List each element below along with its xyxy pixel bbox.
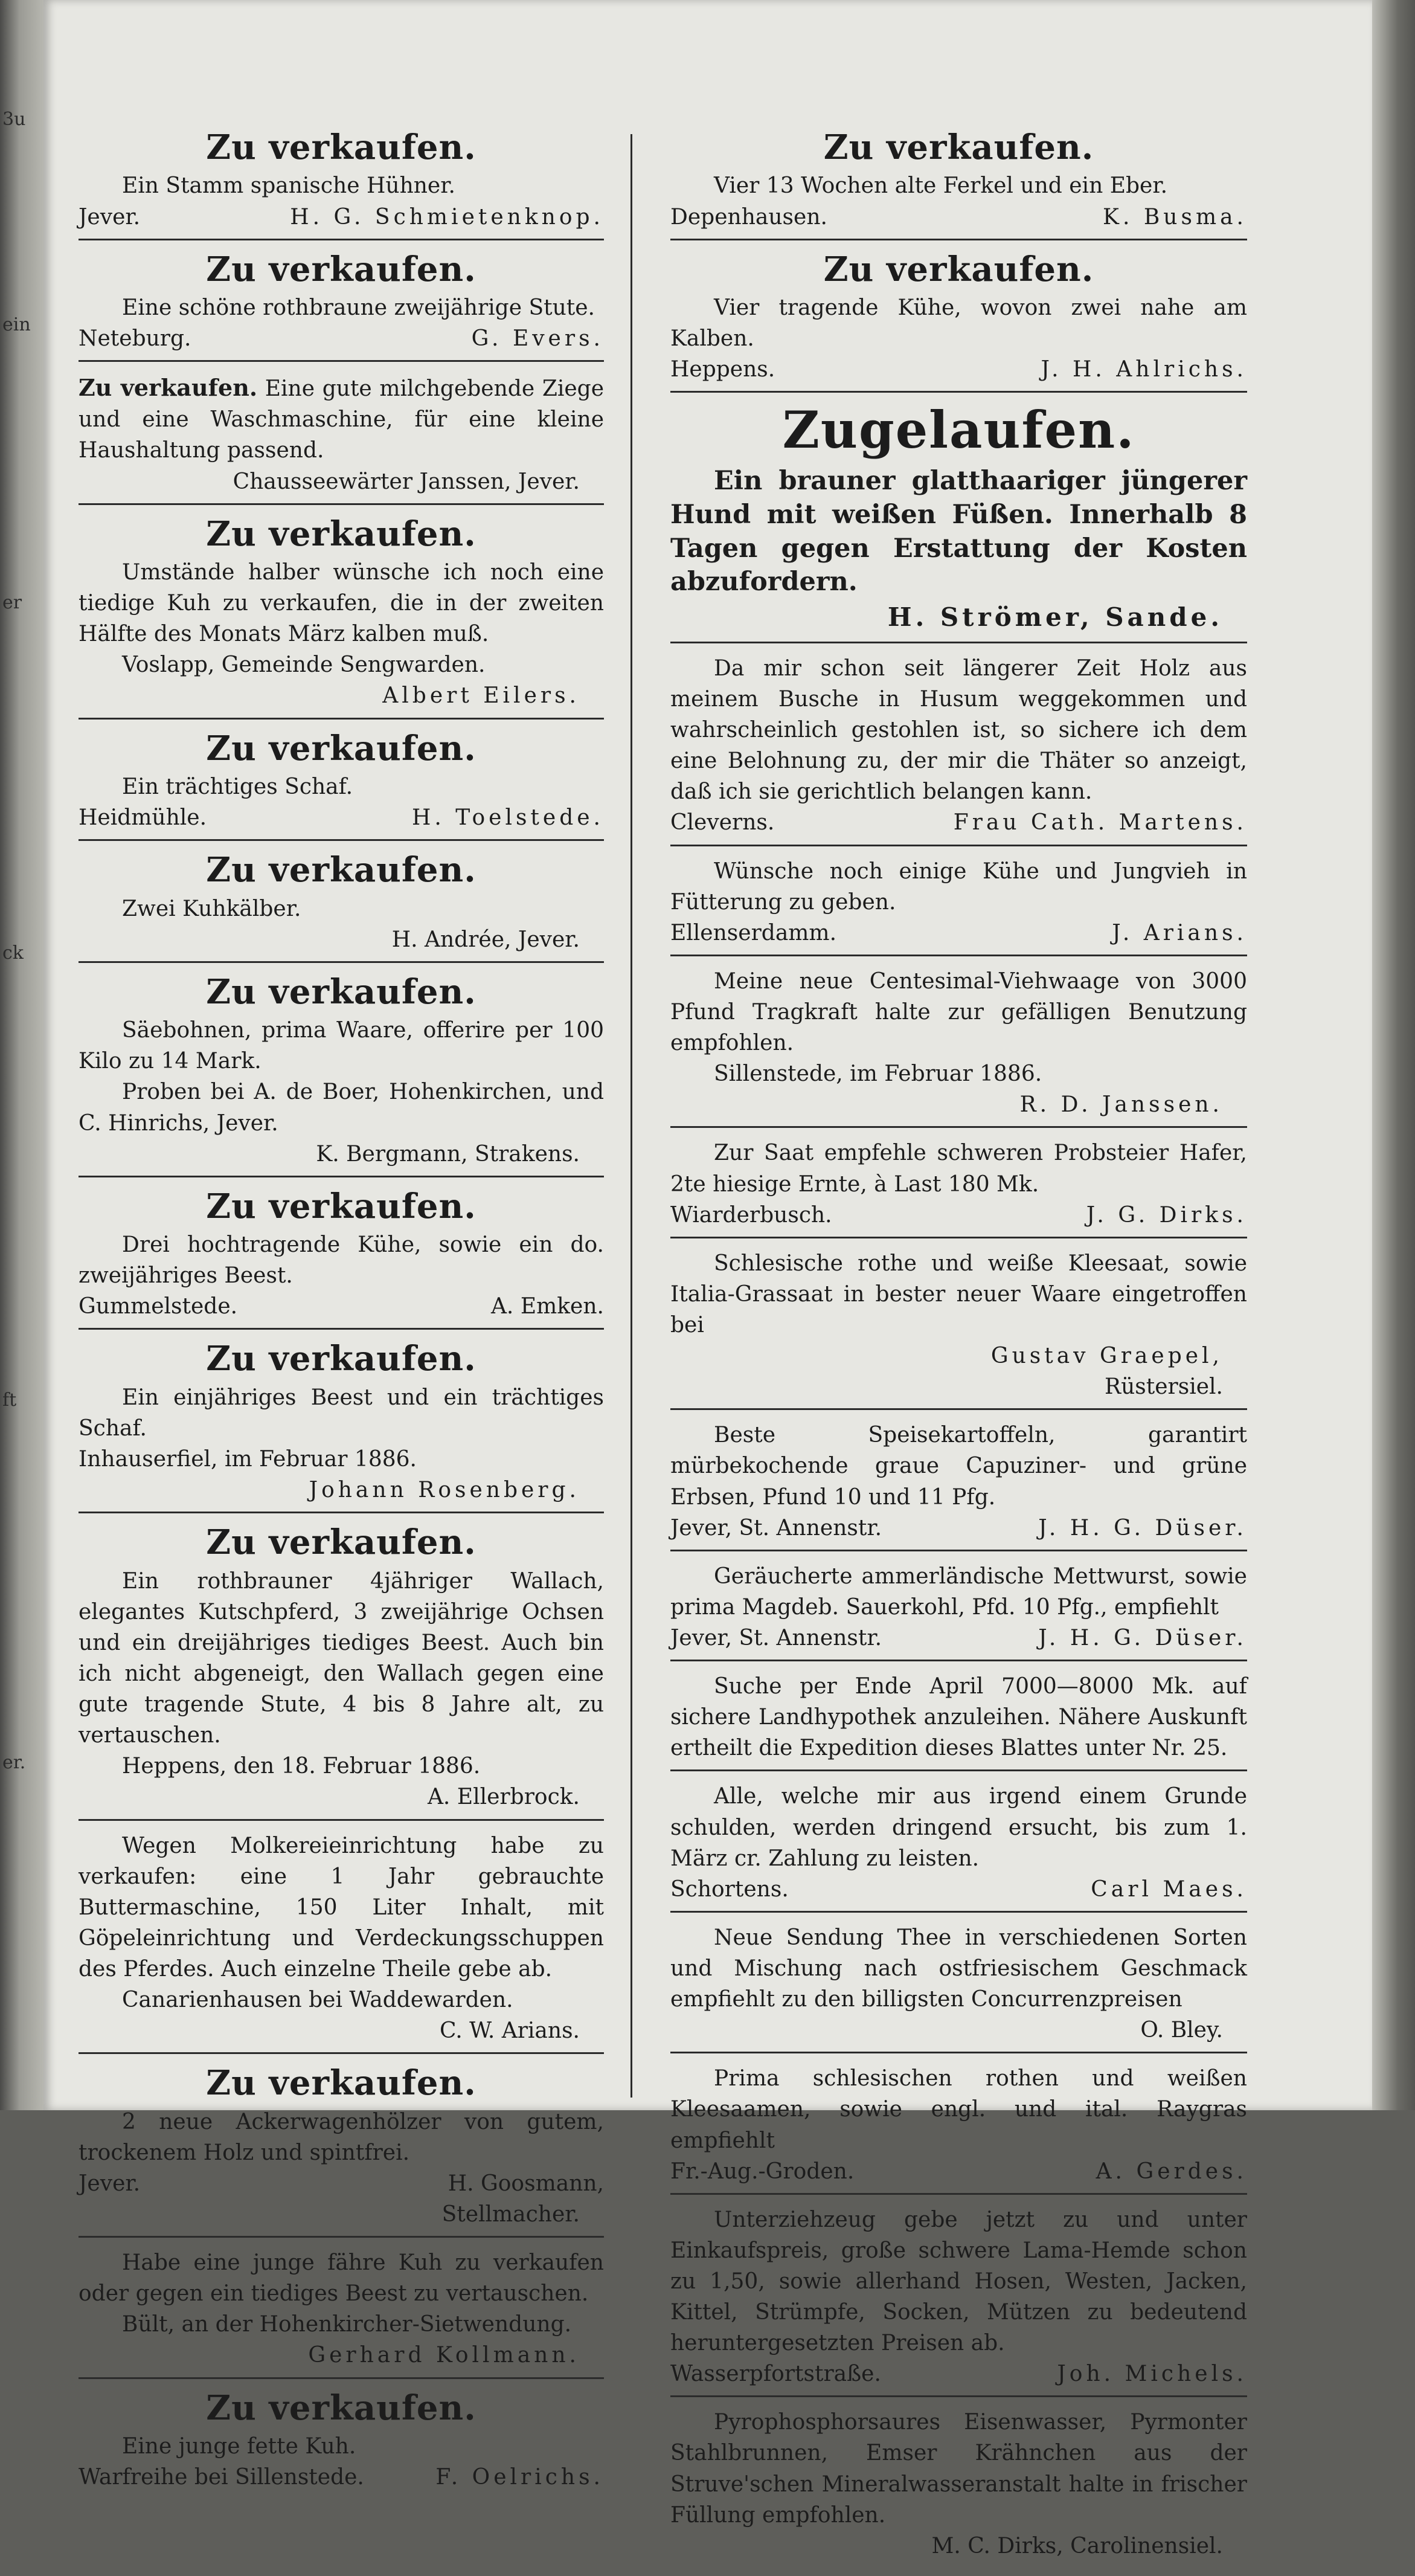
ad-heading: Zu verkaufen.: [206, 249, 476, 289]
ad-signer: Frau Cath. Martens.: [953, 810, 1247, 836]
ad-body: Ein einjähriges Beest und ein trächtiges Schaf.: [79, 1385, 604, 1441]
ad-signer: H. G. Schmietenknop.: [290, 204, 604, 230]
ad-body: Ein Stamm spanische Hühner.: [122, 173, 455, 199]
ad-heading: Zu verkaufen.: [823, 249, 1094, 289]
ad-signer: J. Arians.: [1112, 920, 1247, 945]
ad-body: 2 neue Ackerwagenhölzer von gutem, trockenem Holz und spintfrei.: [79, 2109, 604, 2165]
ad-signer: M. C. Dirks, Carolinensiel.: [931, 2533, 1223, 2558]
ad-signer: Chausseewärter Janssen, Jever.: [233, 469, 580, 494]
ad-right-9: [670, 1418, 1247, 1551]
ad-left-4: [79, 514, 604, 720]
ad-body: Habe eine junge fähre Kuh zu verkaufen oder gegen ein tiediges Beest zu vertauschen.: [79, 2250, 604, 2307]
ad-left-5: [79, 728, 604, 842]
ad-signer: K. Busma.: [1103, 204, 1247, 230]
ad-inline-heading: Zu verkaufen.: [79, 374, 258, 402]
ad-left-3: [79, 370, 604, 504]
ad-left-14: [79, 2388, 604, 2499]
ad-body: Alle, welche mir aus irgend einem Grunde schulden, werden dringend ersucht, bis zum 1. März cr. Zahlung zu leisten.: [670, 1784, 1247, 1871]
ad-place: Schortens.: [670, 1876, 789, 1902]
ad-signer: J. H. G. Düser.: [1038, 1625, 1247, 1650]
ad-place: Sillenstede, im Februar 1886.: [714, 1061, 1042, 1087]
ad-signer: F. Oelrichs.: [435, 2465, 604, 2490]
ad-right-4: [670, 652, 1247, 846]
ad-signer-place: Rüstersiel.: [1105, 1374, 1223, 1400]
ad-place: Heppens.: [670, 357, 775, 382]
ad-signer: J. H. Ahlrichs.: [1041, 357, 1247, 382]
ad-heading: Zu verkaufen.: [206, 1522, 476, 1563]
ad-body: Ein trächtiges Schaf.: [122, 774, 353, 799]
ad-heading: Zu verkaufen.: [206, 514, 476, 554]
ad-body: Wegen Molkereieinrichtung habe zu verkaufen: eine 1 Jahr gebrauchte Buttermaschine, 150 Liter Inhalt, mit Göpeleinrichtung und Verdeckungsschuppen des Pferdes. Auch einzelne Theile gebe ab.: [79, 1833, 604, 1982]
ad-place: Wiarderbusch.: [670, 1202, 832, 1228]
ad-signer: Joh. Michels.: [1057, 2362, 1247, 2387]
ad-right-1: [670, 127, 1247, 240]
ad-right-11: [670, 1670, 1247, 1771]
ad-heading: Zu verkaufen.: [823, 127, 1094, 167]
ad-signer: A. Gerdes.: [1096, 2159, 1247, 2184]
ad-signer: R. D. Janssen.: [1019, 1092, 1223, 1118]
ad-signer: H. Strömer, Sande.: [887, 602, 1223, 633]
ad-left-10: [79, 1522, 604, 1820]
ad-body: Prima schlesischen rothen und weißen Kleesaamen, sowie engl. und ital. Raygras empfiehlt: [670, 2066, 1247, 2153]
ad-left-6: [79, 849, 604, 963]
ad-signer: H. Andrée, Jever.: [391, 927, 580, 952]
ad-right-13: [670, 1921, 1247, 2053]
ad-body: Unterziehzeug gebe jetzt zu und unter Einkaufspreis, große schwere Lama-Hemde schon zu 1,50, sowie allerhand Hosen, Westen, Jacken, Kittel, Strümpfe, Socken, Mützen zu bedeutend heruntergesetzten Preisen ab.: [670, 2207, 1247, 2356]
ad-place: Warfreihe bei Sillenstede.: [79, 2465, 364, 2490]
ad-body: Ein brauner glatthaariger jüngerer Hund mit weißen Füßen. Innerhalb 8 Tagen gegen Erstattung der Kosten abzufordern.: [670, 465, 1247, 597]
ad-signer-title: Stellmacher.: [441, 2202, 580, 2227]
ad-place: Cleverns.: [670, 810, 775, 836]
ad-body: Drei hochtragende Kühe, sowie ein do. zweijähriges Beest.: [79, 1232, 604, 1289]
ad-left-9: [79, 1338, 604, 1513]
ad-heading-large: Zugelaufen.: [782, 400, 1135, 460]
ad-signer: K. Bergmann, Strakens.: [316, 1141, 580, 1167]
ad-right-6: [670, 965, 1247, 1129]
ad-body: Schlesische rothe und weiße Kleesaat, sowie Italia-Grassaat in bester neuer Waare eingetroffen bei: [670, 1251, 1247, 1338]
ad-place: Jever.: [79, 204, 141, 230]
ad-place: Neteburg.: [79, 326, 191, 352]
ad-right-12: [670, 1780, 1247, 1912]
ad-body: Neue Sendung Thee in verschiedenen Sorten und Mischung nach ostfriesischem Geschmack empfiehlt zu den billigsten Concurrenzpreisen: [670, 1925, 1247, 2012]
column-rule: [630, 134, 632, 2098]
ad-right-7: [670, 1136, 1247, 1238]
ad-right-16: [670, 2406, 1247, 2568]
ad-right-8: [670, 1247, 1247, 1411]
ad-signer: J. G. Dirks.: [1086, 1202, 1247, 1228]
ad-place: Inhauserfiel, im Februar 1886.: [79, 1447, 417, 1472]
ad-body: Eine gute milchgebende Ziege und eine Waschmaschine, für eine kleine Haushaltung passend.: [79, 376, 605, 463]
ad-body: Umstände halber wünsche ich noch eine tiedige Kuh zu verkaufen, die in der zweiten Hälfte des Monats März kalben muß.: [79, 560, 604, 647]
ad-signer: H. Toelstede.: [411, 805, 604, 831]
ad-signer: A. Emken.: [490, 1294, 604, 1319]
ad-place: Bült, an der Hohenkircher-Sietwendung.: [122, 2312, 572, 2337]
ad-signer: Albert Eilers.: [382, 683, 580, 709]
ad-place: Depenhausen.: [670, 204, 827, 230]
ad-place: Jever.: [79, 2171, 141, 2196]
scanner-edge: [1372, 0, 1415, 2110]
ad-place: Gummelstede.: [79, 1294, 238, 1319]
ad-right-3: [670, 401, 1247, 643]
ad-body: Säebohnen, prima Waare, offerire per 100 Kilo zu 14 Mark.: [79, 1018, 604, 1074]
ad-right-5: [670, 855, 1247, 956]
ad-place: Jever, St. Annenstr.: [670, 1625, 882, 1650]
left-column: [79, 127, 604, 2507]
ad-signer: A. Ellerbrock.: [427, 1785, 580, 1810]
ad-place: Jever, St. Annenstr.: [670, 1515, 882, 1541]
ad-body: Vier tragende Kühe, wovon zwei nahe am Kalben.: [670, 295, 1247, 352]
ad-signer: G. Evers.: [471, 326, 604, 352]
ad-place: Heppens, den 18. Februar 1886.: [122, 1754, 481, 1779]
ad-heading: Zu verkaufen.: [206, 1339, 476, 1379]
ad-signer: O. Bley.: [1140, 2018, 1223, 2043]
ad-signer: Gerhard Kollmann.: [308, 2343, 580, 2368]
ad-left-13: [79, 2246, 604, 2378]
ad-body: Eine junge fette Kuh.: [122, 2433, 356, 2459]
ad-left-12: [79, 2062, 604, 2238]
ad-body: Eine schöne rothbraune zweijährige Stute.: [122, 295, 595, 320]
ad-signer: Gustav Graepel,: [990, 1344, 1223, 1369]
ad-left-1: [79, 127, 604, 240]
ad-left-8: [79, 1186, 604, 1330]
ad-place: Heidmühle.: [79, 805, 207, 831]
ad-body: Beste Speisekartoffeln, garantirt mürbekochende graue Capuziner- und grüne Erbsen, Pfund 10 und 11 Pfg.: [670, 1423, 1247, 1510]
ad-right-14: [670, 2062, 1247, 2194]
ad-heading: Zu verkaufen.: [206, 1186, 476, 1226]
ad-heading: Zu verkaufen.: [206, 728, 476, 768]
ad-left-2: [79, 249, 604, 362]
ad-place: Wasserpfortstraße.: [670, 2362, 881, 2387]
ad-heading: Zu verkaufen.: [206, 971, 476, 1012]
ad-body: Wünsche noch einige Kühe und Jungvieh in Fütterung zu geben.: [670, 858, 1247, 915]
right-column: [670, 127, 1247, 2576]
ad-place: Fr.-Aug.-Groden.: [670, 2159, 855, 2184]
ad-body: Zwei Kuhkälber.: [122, 896, 301, 921]
ad-body: Geräucherte ammerländische Mettwurst, sowie prima Magdeb. Sauerkohl, Pfd. 10 Pfg., empfiehlt: [670, 1563, 1247, 1620]
ad-signer: Carl Maes.: [1091, 1876, 1247, 1902]
ad-heading: Zu verkaufen.: [206, 850, 476, 890]
ad-body: Zur Saat empfehle schweren Probsteier Hafer, 2te hiesige Ernte, à Last 180 Mk.: [670, 1141, 1247, 1197]
ad-heading: Zu verkaufen.: [206, 2063, 476, 2104]
ad-heading: Zu verkaufen.: [206, 2388, 476, 2428]
ad-signer: C. W. Arians.: [439, 2018, 580, 2044]
ad-left-11: [79, 1829, 604, 2055]
ad-left-7: [79, 971, 604, 1177]
ad-body-2: Proben bei A. de Boer, Hohenkirchen, und C. Hinrichs, Jever.: [79, 1080, 604, 1136]
previous-page-edge: 3u ein er ck ft er.: [0, 0, 43, 2110]
ad-body: Vier 13 Wochen alte Ferkel und ein Eber.: [714, 173, 1168, 199]
ad-right-2: [670, 249, 1247, 393]
ad-body: Meine neue Centesimal-Viehwaage von 3000 Pfund Tragkraft halte zur gefälligen Benutzung empfohlen.: [670, 968, 1247, 1056]
ad-body: Da mir schon seit längerer Zeit Holz aus meinem Busche in Husum weggekommen und wahrscheinlich gestohlen ist, so sichere ich dem eine Belohnung zu, der mir die Thäter so anzeigt, daß ich sie gerichtlich belangen kann.: [670, 655, 1247, 805]
ad-right-10: [670, 1560, 1247, 1661]
ad-body: Pyrophosphorsaures Eisenwasser, Pyrmonter Stahlbrunnen, Emser Krähnchen aus der Struve'schen Mineralwasseranstalt halte in frischer Füllung empfohlen.: [670, 2410, 1247, 2528]
ad-place: Voslapp, Gemeinde Sengwarden.: [122, 652, 486, 678]
ad-body: Suche per Ende April 7000—8000 Mk. auf sichere Landhypothek anzuleihen. Nähere Auskunft ertheilt die Expedition dieses Blattes unter Nr. 25.: [670, 1674, 1247, 1761]
ad-right-15: [670, 2203, 1247, 2398]
ad-place: Ellenserdamm.: [670, 920, 837, 945]
ad-place: Canarienhausen bei Waddewarden.: [122, 1988, 513, 2013]
ad-signer: Johann Rosenberg.: [309, 1478, 580, 1503]
ad-signer: H. Goosmann,: [448, 2171, 604, 2196]
ad-body: Ein rothbrauner 4jähriger Wallach, elegantes Kutschpferd, 3 zweijährige Ochsen und ein dreijähriges tiediges Beest. Auch bin ich nicht abgeneigt, den Wallach gegen eine gute tragende Stute, 4 bis 8 Jahre alt, zu vertauschen.: [79, 1568, 604, 1748]
ad-signer: J. H. G. Düser.: [1038, 1515, 1247, 1541]
ad-heading: Zu verkaufen.: [206, 127, 476, 167]
